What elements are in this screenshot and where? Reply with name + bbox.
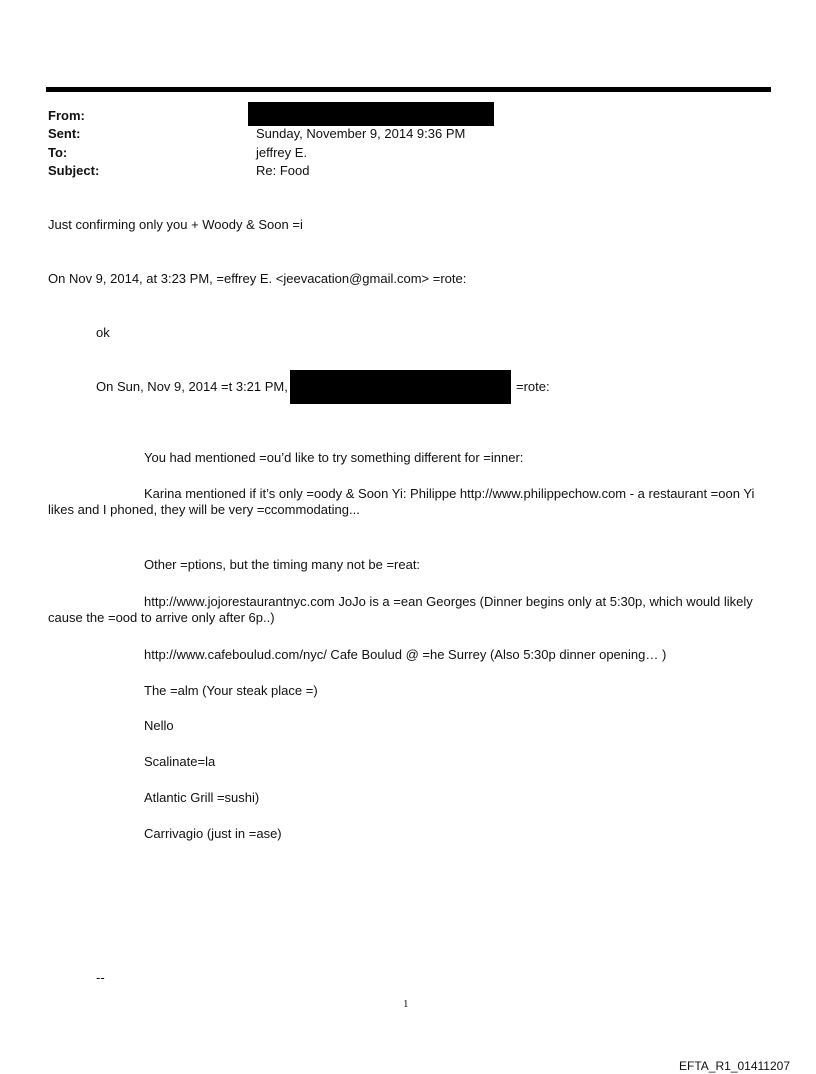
subject-label: Subject: <box>48 163 100 178</box>
quote2-header-post: =rote: <box>516 379 550 394</box>
para-cafe-boulud: http://www.cafeboulud.com/nyc/ Cafe Boulud @ =he Surrey (Also 5:30p dinner opening… ) <box>144 647 667 662</box>
sent-label: Sent: <box>48 126 81 141</box>
para-atlantic-grill: Atlantic Grill =sushi) <box>144 790 260 805</box>
para-mentioned: You had mentioned =ou’d like to try something different for =inner: <box>144 450 524 465</box>
redaction-sender <box>290 370 511 404</box>
header-rule <box>46 87 771 92</box>
document-id: EFTA_R1_01411207 <box>679 1059 790 1073</box>
to-value: jeffrey E. <box>256 145 308 160</box>
para-carrivagio: Carrivagio (just in =ase) <box>144 826 282 841</box>
para-nello: Nello <box>144 718 174 733</box>
para-other-options: Other =ptions, but the timing many not be =reat: <box>144 557 421 572</box>
sent-value: Sunday, November 9, 2014 9:36 PM <box>256 126 466 141</box>
signature-separator: -- <box>96 970 105 985</box>
para-scalinatella: Scalinate=la <box>144 754 216 769</box>
quote2-header-pre: On Sun, Nov 9, 2014 =t 3:21 PM, <box>96 379 288 394</box>
quote1-header: On Nov 9, 2014, at 3:23 PM, =effrey E. <jeevacation@gmail.com> =rote: <box>48 271 467 286</box>
quote1-text: ok <box>96 325 110 340</box>
page-number: 1 <box>403 998 409 1010</box>
to-label: To: <box>48 145 68 160</box>
from-label: From: <box>48 108 85 123</box>
redaction-from <box>248 102 494 126</box>
para-palm: The =alm (Your steak place =) <box>144 683 318 698</box>
para-jojo: http://www.jojorestaurantnyc.com JoJo is a =ean Georges (Dinner begins only at 5:30p, which would likely cause the =ood to arrive only after 6p..) <box>48 594 753 625</box>
subject-value: Re: Food <box>256 163 310 178</box>
para-karina: Karina mentioned if it’s only =oody & Soon Yi: Philippe http://www.philippechow.com - a restaurant =oon Yi likes and I phoned, they will be very =ccommodating... <box>48 486 755 517</box>
body-line-confirm: Just confirming only you + Woody & Soon =i <box>48 217 303 232</box>
